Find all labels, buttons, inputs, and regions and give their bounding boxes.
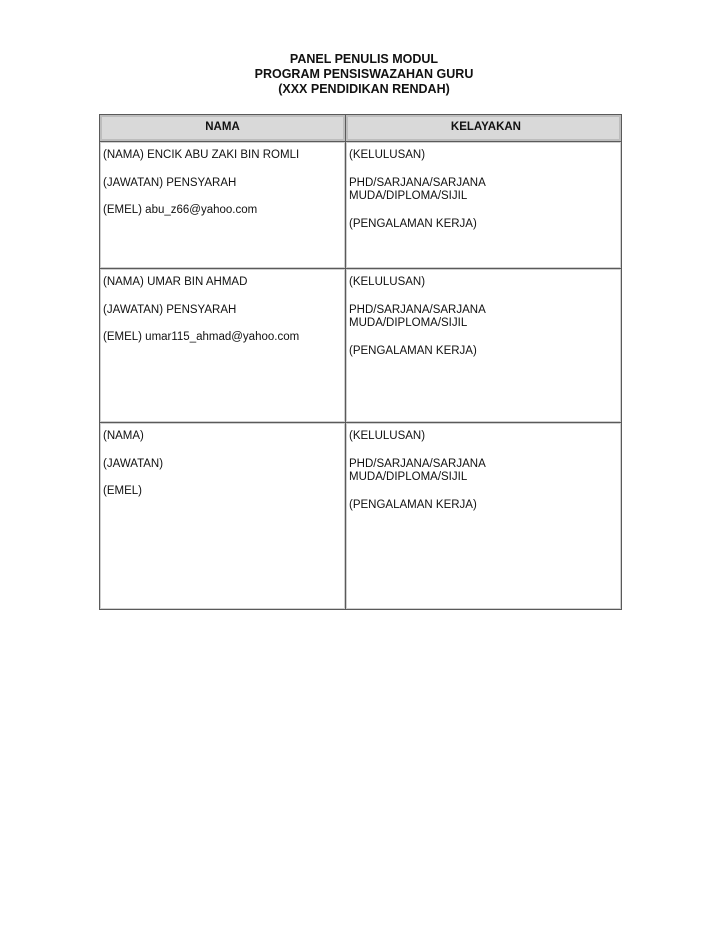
kelayakan-cell xyxy=(346,423,622,610)
column-header-nama: NAMA xyxy=(100,115,346,142)
nama-field: (NAMA) ENCIK ABU ZAKI BIN ROMLI xyxy=(103,149,300,161)
table-row xyxy=(100,423,622,610)
pengalaman-field: (PENGALAMAN KERJA) xyxy=(349,498,477,511)
tahap-field: PHD/SARJANA/SARJANA MUDA/DIPLOMA/SIJIL xyxy=(349,457,486,483)
column-header-kelayakan: KELAYAKAN xyxy=(346,115,622,142)
emel-field: (EMEL) xyxy=(103,485,142,497)
nama-cell xyxy=(100,142,346,269)
jawatan-field: (JAWATAN) xyxy=(103,457,164,470)
panel-table xyxy=(99,114,622,610)
nama-cell xyxy=(100,269,346,423)
emel-field: (EMEL) umar115_ahmad@yahoo.com xyxy=(103,331,300,343)
emel-field: (EMEL) abu_z66@yahoo.com xyxy=(103,204,258,216)
kelayakan-cell xyxy=(346,269,622,423)
header-program: PROGRAM PENSISWAZAHAN GURU xyxy=(254,67,474,81)
document-header xyxy=(0,52,728,97)
kelulusan-field: (KELULUSAN) xyxy=(349,276,426,288)
nama-cell xyxy=(100,423,346,610)
tahap-field: PHD/SARJANA/SARJANA MUDA/DIPLOMA/SIJIL xyxy=(349,303,486,329)
table-row xyxy=(100,269,622,423)
pengalaman-field: (PENGALAMAN KERJA) xyxy=(349,217,477,230)
header-subtitle: (XXX PENDIDIKAN RENDAH) xyxy=(278,82,450,96)
kelulusan-field: (KELULUSAN) xyxy=(349,149,426,161)
nama-field: (NAMA) UMAR BIN AHMAD xyxy=(103,276,248,288)
jawatan-field: (JAWATAN) PENSYARAH xyxy=(103,303,237,316)
pengalaman-field: (PENGALAMAN KERJA) xyxy=(349,344,477,357)
header-title: PANEL PENULIS MODUL xyxy=(289,52,439,66)
kelulusan-field: (KELULUSAN) xyxy=(349,430,426,442)
table-row xyxy=(100,142,622,269)
table-header-row xyxy=(100,115,622,142)
tahap-field: PHD/SARJANA/SARJANA MUDA/DIPLOMA/SIJIL xyxy=(349,176,486,202)
nama-field: (NAMA) xyxy=(103,430,144,442)
jawatan-field: (JAWATAN) PENSYARAH xyxy=(103,176,237,189)
kelayakan-cell xyxy=(346,142,622,269)
